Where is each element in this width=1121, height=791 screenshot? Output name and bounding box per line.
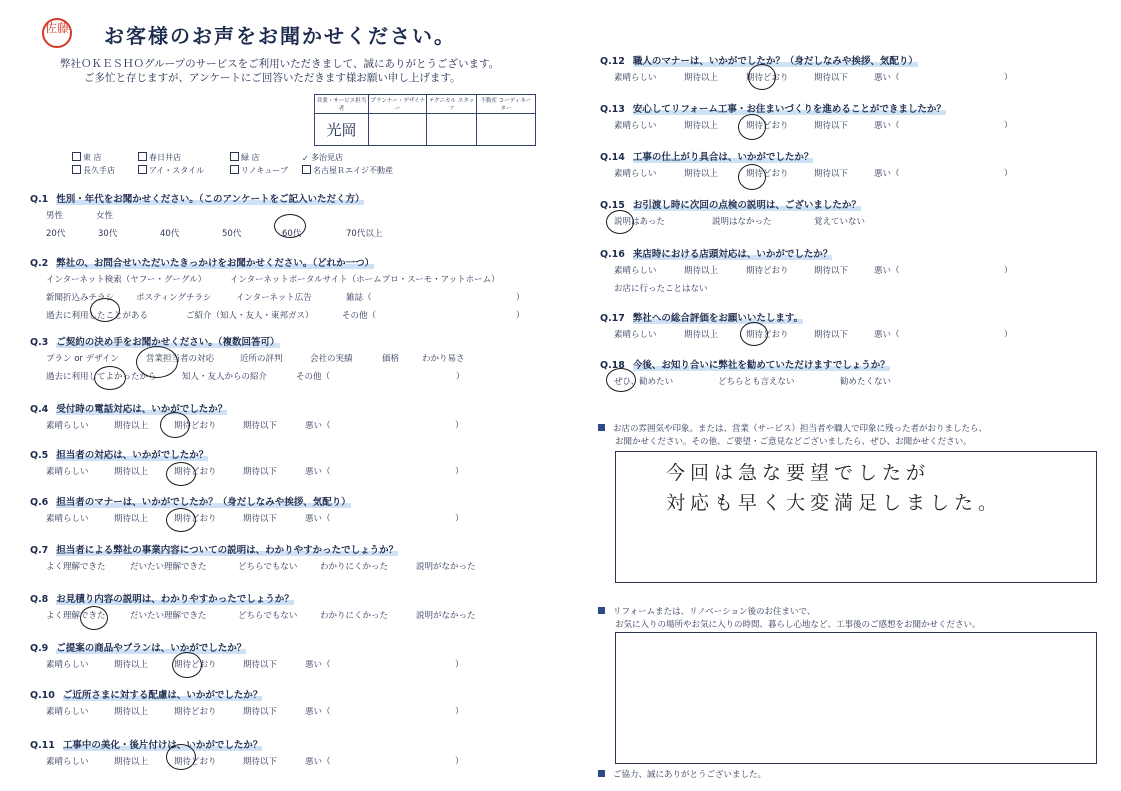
- answer-option[interactable]: 会社の実績: [310, 354, 353, 364]
- store-option[interactable]: [230, 165, 288, 176]
- question-text: お見積り内容の説明は、わかりやすかったでしょうか？: [56, 594, 294, 605]
- answer-option[interactable]: 期待以下: [243, 514, 278, 524]
- question-q1: [30, 191, 364, 205]
- checkbox-icon[interactable]: [302, 165, 311, 174]
- answer-option[interactable]: 期待以上: [684, 121, 719, 131]
- answer-option[interactable]: 営業担当者の対応: [146, 354, 215, 364]
- answer-option[interactable]: 素晴らしい: [614, 121, 657, 131]
- answer-circle-q4: [160, 412, 190, 438]
- option-close-paren: ）: [456, 372, 465, 382]
- comment2-answer-box[interactable]: [615, 632, 1097, 764]
- answer-option[interactable]: 悪い（: [305, 514, 331, 524]
- answer-option[interactable]: 悪い（: [874, 73, 900, 83]
- answer-option[interactable]: 近所の評判: [240, 354, 283, 364]
- answer-option[interactable]: プラン or デザイン: [46, 354, 120, 364]
- staff-header-planner: プランナー・デザイナー: [369, 95, 427, 114]
- answer-option[interactable]: 説明はなかった: [712, 217, 772, 227]
- store-option[interactable]: [302, 165, 393, 176]
- question-text: 工事中の美化・後片付けは、いかがでしたか？: [62, 740, 263, 751]
- question-number: Q.8: [30, 594, 49, 605]
- answer-option[interactable]: 期待以下: [243, 757, 278, 767]
- comment1-answer-line-2: 対応も早く大変満足しました。: [666, 492, 1003, 514]
- option-close-paren: ）: [516, 293, 525, 303]
- question-text: 工事の仕上がり具合は、いかがでしたか？: [632, 152, 814, 163]
- option-close-paren: ）: [1004, 121, 1013, 131]
- seal-stamp: 佐藤: [42, 18, 72, 48]
- answer-circle-q9: [172, 652, 202, 678]
- answer-option[interactable]: 素晴らしい: [46, 660, 89, 670]
- question-text: ご近所さまに対する配慮は、いかがでしたか？: [62, 690, 263, 701]
- staff-value-technical[interactable]: [427, 114, 476, 146]
- answer-circle-q13: [738, 114, 766, 140]
- answer-option[interactable]: よく理解できた: [46, 611, 106, 621]
- option-close-paren: ）: [455, 421, 464, 431]
- answer-option[interactable]: 期待どおり: [174, 707, 217, 717]
- question-number: Q.7: [30, 545, 49, 556]
- question-q15: [600, 197, 861, 211]
- answer-option[interactable]: 期待どおり: [746, 330, 789, 340]
- question-q17: [600, 310, 803, 324]
- question-number: Q.2: [30, 258, 49, 269]
- answer-option[interactable]: 素晴らしい: [46, 421, 89, 431]
- answer-option[interactable]: その他（: [296, 372, 331, 382]
- answer-option[interactable]: 素晴らしい: [46, 467, 89, 477]
- store-label: 長久手店: [83, 166, 115, 175]
- question-number: Q.17: [600, 313, 625, 324]
- question-text: 担当者による弊社の事業内容についての説明は、わかりやすかったでしょうか？: [56, 545, 399, 556]
- store-label: 名古屋Ｒエイジ不動産: [313, 166, 393, 175]
- answer-option[interactable]: 素晴らしい: [46, 707, 89, 717]
- question-q2: [30, 255, 374, 269]
- question-q8: [30, 591, 294, 605]
- question-q14: [600, 149, 813, 163]
- answer-option[interactable]: 説明がなかった: [416, 562, 476, 572]
- store-label: アイ・スタイル: [149, 166, 205, 175]
- answer-circle-q14: [738, 164, 766, 190]
- answer-option[interactable]: わかり易さ: [422, 354, 465, 364]
- store-option[interactable]: [72, 152, 102, 163]
- question-text: 担当者のマナーは、いかがでしたか？（身だしなみや挨拶、気配り）: [56, 497, 351, 508]
- question-text: 弊社の、お問合せいただいたきっかけをお聞かせください。（どれか一つ）: [56, 258, 375, 269]
- question-text: 担当者の対応は、いかがでしたか？: [56, 450, 209, 461]
- answer-option[interactable]: 期待以上: [114, 467, 149, 477]
- answer-circle-q3a: [136, 346, 178, 378]
- answer-option[interactable]: どちらとも言えない: [718, 377, 795, 387]
- option-close-paren: ）: [455, 514, 464, 524]
- answer-option[interactable]: 悪い（: [305, 421, 331, 431]
- answer-circle-q6: [166, 508, 196, 532]
- answer-option[interactable]: 期待どおり: [746, 169, 789, 179]
- answer-option[interactable]: 素晴らしい: [614, 266, 657, 276]
- answer-option[interactable]: 知人・友人からの紹介: [182, 372, 268, 382]
- answer-option[interactable]: 期待どおり: [746, 266, 789, 276]
- answer-option[interactable]: 覚えていない: [814, 217, 866, 227]
- comment2-prompt-line-2: お気に入りの場所やお気に入りの時間、暮らし心地など、工事後のご感想をお聞かせください。: [615, 620, 981, 630]
- answer-option[interactable]: 女性: [96, 211, 114, 221]
- answer-option[interactable]: 期待どおり: [746, 121, 789, 131]
- question-q13: [600, 101, 946, 115]
- question-number: Q.14: [600, 152, 625, 163]
- option-close-paren: ）: [455, 467, 464, 477]
- question-q11: [30, 737, 262, 751]
- store-label: リノキューブ: [241, 166, 288, 175]
- question-q10: [30, 687, 262, 701]
- answer-option[interactable]: 悪い（: [305, 757, 331, 767]
- checkbox-icon[interactable]: [138, 165, 147, 174]
- answer-option[interactable]: 新聞折込みチラシ: [46, 293, 115, 303]
- option-close-paren: ）: [1004, 169, 1013, 179]
- question-text: 今後、お知り合いに弊社を勧めていただけますでしょうか？: [632, 360, 890, 371]
- question-text: 来店時における店頭対応は、いかがでしたか？: [632, 249, 833, 260]
- question-text: ご契約の決め手をお聞かせください。（複数回答可）: [56, 337, 280, 348]
- answer-option[interactable]: 期待どおり: [174, 660, 217, 670]
- answer-option[interactable]: 期待以上: [114, 660, 149, 670]
- question-number: Q.5: [30, 450, 49, 461]
- comment1-prompt-line-1: お店の雰囲気や印象。または、営業（サービス）担当者や職人で印象に残った者がおりましたら、: [598, 422, 987, 434]
- question-text: お引渡し時に次回の点検の説明は、ございましたか？: [632, 200, 861, 211]
- staff-header-technical: テクニカル スタッフ: [427, 95, 476, 114]
- question-number: Q.13: [600, 104, 625, 115]
- answer-circle-q2: [90, 298, 120, 322]
- answer-option[interactable]: インターネット広告: [236, 293, 312, 303]
- answer-option[interactable]: 価格: [382, 354, 400, 364]
- bullet-square-icon: [598, 607, 605, 614]
- answer-option[interactable]: 40代: [160, 229, 180, 239]
- checkbox-icon[interactable]: [230, 152, 239, 161]
- question-number: Q.12: [600, 56, 625, 67]
- question-q5: [30, 447, 208, 461]
- store-option[interactable]: [138, 152, 181, 163]
- answer-option[interactable]: 期待以下: [814, 266, 849, 276]
- answer-option[interactable]: 勧めたくない: [840, 377, 892, 387]
- answer-option[interactable]: 期待以上: [684, 169, 719, 179]
- store-label: 緑 店: [241, 153, 260, 162]
- answer-circle-q8: [80, 606, 108, 630]
- answer-option[interactable]: 素晴らしい: [46, 514, 89, 524]
- option-close-paren: ）: [1004, 73, 1013, 83]
- checkbox-icon[interactable]: [230, 165, 239, 174]
- question-number: Q.1: [30, 194, 49, 205]
- staff-header-realestate: 不動産 コーディネーター: [476, 95, 535, 114]
- answer-option[interactable]: 悪い（: [874, 266, 900, 276]
- option-close-paren: ）: [1004, 330, 1013, 340]
- answer-option[interactable]: だいたい理解できた: [130, 611, 207, 621]
- answer-option[interactable]: わかりにくかった: [320, 562, 389, 572]
- option-close-paren: ）: [455, 660, 464, 670]
- question-number: Q.10: [30, 690, 55, 701]
- thanks-line: ご協力、誠にありがとうございました。: [598, 768, 766, 780]
- option-close-paren: ）: [516, 311, 525, 321]
- store-option[interactable]: [72, 165, 115, 176]
- question-text: 安心してリフォーム工事・お住まいづくりを進めることができましたか？: [632, 104, 946, 115]
- question-q7: [30, 542, 398, 556]
- answer-option[interactable]: 期待以下: [814, 73, 849, 83]
- answer-option[interactable]: 期待以上: [114, 421, 149, 431]
- answer-option[interactable]: 期待以上: [114, 757, 149, 767]
- question-q16: [600, 246, 832, 260]
- comment1-answer-box[interactable]: [615, 451, 1097, 583]
- staff-value-sales[interactable]: 光岡: [315, 114, 369, 146]
- answer-option[interactable]: 素晴らしい: [614, 330, 657, 340]
- answer-option[interactable]: 期待以下: [814, 169, 849, 179]
- checkbox-icon[interactable]: [72, 165, 81, 174]
- question-number: Q.6: [30, 497, 49, 508]
- comment1-answer-line-1: 今回は急な要望でしたが: [666, 462, 931, 484]
- answer-option[interactable]: 30代: [98, 229, 118, 239]
- answer-option[interactable]: 期待以下: [243, 421, 278, 431]
- answer-option[interactable]: ポスティングチラシ: [136, 293, 212, 303]
- question-number: Q.18: [600, 360, 625, 371]
- store-label: 多治見店: [311, 153, 343, 162]
- answer-option[interactable]: インターネット検索（ヤフー・グーグル）: [46, 275, 207, 285]
- question-number: Q.16: [600, 249, 625, 260]
- answer-option[interactable]: 期待どおり: [174, 514, 217, 524]
- option-close-paren: ）: [455, 707, 464, 717]
- answer-option[interactable]: 70代以上: [346, 229, 383, 239]
- answer-option[interactable]: ぜひ、勧めたい: [614, 377, 674, 387]
- answer-option[interactable]: 期待以上: [684, 330, 719, 340]
- answer-option[interactable]: ご紹介（知人・友人・東邦ガス）: [186, 311, 314, 321]
- intro-line-2: ご多忙と存じますが、アンケートにご回答いただきます様お願い申し上げます。: [84, 72, 461, 84]
- answer-option[interactable]: 60代: [282, 229, 302, 239]
- answer-option[interactable]: お店に行ったことはない: [614, 284, 708, 294]
- answer-option[interactable]: 50代: [222, 229, 242, 239]
- answer-option[interactable]: 期待どおり: [174, 757, 217, 767]
- comment1-prompt-line-2: お聞かせください。その他、ご要望・ご意見などございましたら、ぜひ、お聞かせください。: [615, 437, 972, 447]
- answer-option[interactable]: 説明はあった: [614, 217, 665, 227]
- answer-option[interactable]: 期待以上: [684, 73, 719, 83]
- answer-option[interactable]: どちらでもない: [238, 562, 298, 572]
- answer-circle-q15: [606, 210, 634, 234]
- answer-option[interactable]: 過去に利用したことがある: [46, 311, 149, 321]
- answer-circle-q18: [606, 368, 636, 392]
- answer-circle-q5: [166, 462, 196, 486]
- staff-value-planner[interactable]: [369, 114, 427, 146]
- answer-circle-q3b: [94, 366, 126, 390]
- answer-option[interactable]: 期待以下: [243, 707, 278, 717]
- answer-option[interactable]: その他（: [342, 311, 377, 321]
- answer-option[interactable]: 素晴らしい: [46, 757, 89, 767]
- answer-option[interactable]: わかりにくかった: [320, 611, 389, 621]
- answer-option[interactable]: 期待以下: [814, 121, 849, 131]
- answer-circle-q11: [166, 744, 196, 770]
- question-q6: [30, 494, 351, 508]
- answer-option[interactable]: 期待どおり: [746, 73, 789, 83]
- staff-value-realestate[interactable]: [476, 114, 535, 146]
- question-q9: [30, 640, 246, 654]
- question-number: Q.9: [30, 643, 49, 654]
- answer-option[interactable]: 説明がなかった: [416, 611, 476, 621]
- checkbox-icon[interactable]: [72, 152, 81, 161]
- question-number: Q.3: [30, 337, 49, 348]
- answer-option[interactable]: 期待以上: [114, 707, 149, 717]
- answer-option[interactable]: 素晴らしい: [614, 169, 657, 179]
- answer-option[interactable]: 期待以上: [684, 266, 719, 276]
- store-label: 春日井店: [149, 153, 181, 162]
- answer-option[interactable]: 素晴らしい: [614, 73, 657, 83]
- answer-option[interactable]: 悪い（: [305, 467, 331, 477]
- store-option[interactable]: [230, 152, 260, 163]
- answer-option[interactable]: 期待どおり: [174, 421, 217, 431]
- question-q18: [600, 357, 890, 371]
- answer-option[interactable]: 雑誌（: [346, 293, 372, 303]
- answer-option[interactable]: 悪い（: [874, 169, 900, 179]
- answer-option[interactable]: 期待以下: [243, 660, 278, 670]
- question-number: Q.11: [30, 740, 55, 751]
- answer-option[interactable]: 男性: [46, 211, 64, 221]
- answer-option[interactable]: 20代: [46, 229, 66, 239]
- question-text: 弊社への総合評価をお願いいたします。: [632, 313, 804, 324]
- question-number: Q.15: [600, 200, 625, 211]
- bullet-square-icon: [598, 770, 605, 777]
- question-number: Q.4: [30, 404, 49, 415]
- answer-option[interactable]: 期待以下: [243, 467, 278, 477]
- answer-option[interactable]: だいたい理解できた: [130, 562, 207, 572]
- comment2-prompt-line-1: リフォームまたは、リノベーション後のお住まいで、: [598, 605, 815, 617]
- answer-circle-q17: [740, 322, 768, 346]
- answer-option[interactable]: 悪い（: [305, 707, 331, 717]
- answer-option[interactable]: 期待どおり: [174, 467, 217, 477]
- answer-option[interactable]: 期待以上: [114, 514, 149, 524]
- store-option[interactable]: [138, 165, 204, 176]
- answer-option[interactable]: 過去に利用してよかったから: [46, 372, 157, 382]
- checkbox-icon[interactable]: [138, 152, 147, 161]
- intro-line-1: 弊社ＯＫＥＳＨＯグループのサービスをご利用いただきまして、誠にありがとうございます。: [60, 58, 500, 70]
- answer-option[interactable]: どちらでもない: [238, 611, 298, 621]
- option-close-paren: ）: [1004, 266, 1013, 276]
- answer-option[interactable]: よく理解できた: [46, 562, 106, 572]
- answer-option[interactable]: 悪い（: [305, 660, 331, 670]
- answer-option[interactable]: 悪い（: [874, 121, 900, 131]
- store-option[interactable]: [302, 152, 343, 163]
- bullet-square-icon: [598, 424, 605, 431]
- question-text: 性別・年代をお聞かせください。（このアンケートをご記入いただく方）: [56, 194, 365, 205]
- question-text: ご提案の商品やプランは、いかがでしたか？: [56, 643, 247, 654]
- question-text: 受付時の電話対応は、いかがでしたか？: [56, 404, 228, 415]
- answer-circle-q1: [274, 214, 306, 238]
- store-label: 東 店: [83, 153, 102, 162]
- checkbox-checked-icon[interactable]: ✓: [302, 154, 309, 163]
- page-title: お客様のお声をお聞かせください。: [104, 24, 456, 48]
- answer-circle-q12: [748, 64, 776, 90]
- staff-table: [314, 94, 536, 146]
- answer-option[interactable]: 悪い（: [874, 330, 900, 340]
- question-q4: [30, 401, 227, 415]
- answer-option[interactable]: 期待以下: [814, 330, 849, 340]
- answer-option[interactable]: インターネットポータルサイト（ホームプロ・スーモ・アットホーム）: [230, 275, 500, 285]
- question-text: 職人のマナーは、いかがでしたか？（身だしなみや挨拶、気配り）: [632, 56, 918, 67]
- option-close-paren: ）: [455, 757, 464, 767]
- staff-header-sales: 営業・サービス担当者: [315, 95, 369, 114]
